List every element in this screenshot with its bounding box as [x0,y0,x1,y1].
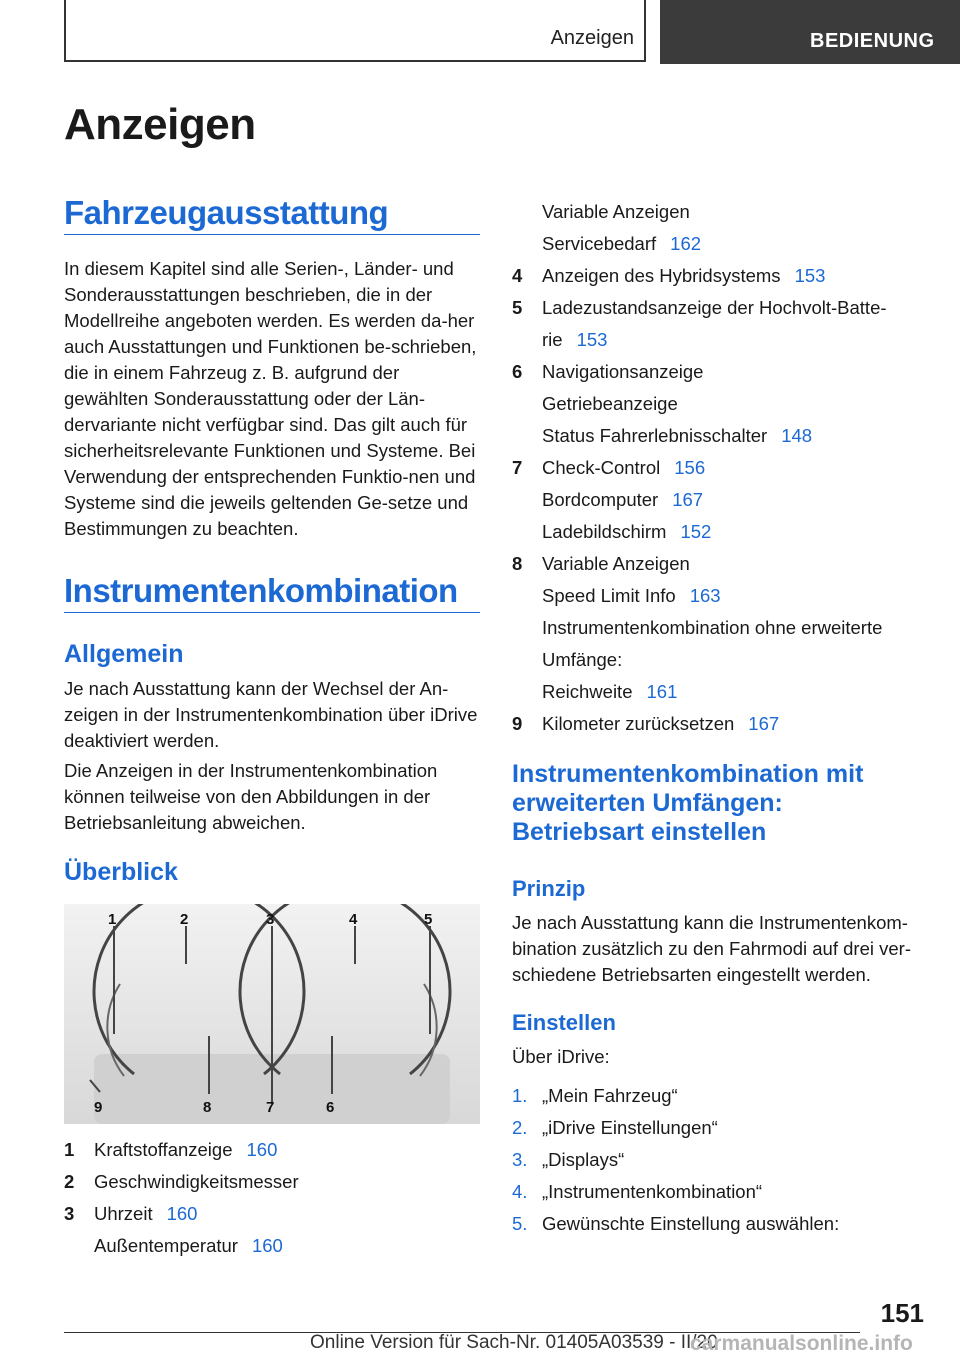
page-ref-link[interactable]: 163 [689,585,721,606]
figure-label-2: 2 [180,911,189,928]
page-ref-link[interactable]: 156 [674,457,706,478]
legend-left: 1 Kraftstoffanzeige 160 2 Geschwindigkeitsmesser 3 Uhrzeit 160 Außentemperatur 160 [64,1139,299,1256]
watermark-text: carmanualsonline.info [690,1332,913,1355]
figure-label-9: 9 [94,1099,103,1116]
page-ref-link[interactable]: 153 [576,329,608,350]
page-ref-link[interactable]: 162 [670,233,702,254]
einstellen-intro: Über iDrive: [512,1046,610,1067]
heading-fahrzeugausstattung: Fahrzeugausstattung [64,194,389,231]
heading-prinzip: Prinzip [512,876,586,901]
figure-label-7: 7 [266,1099,275,1116]
allgemein-paragraph-1: Je nach Ausstattung kann der Wechsel der An-zeigen in der Instrumentenkombination über iDrive deaktiviert werden. [64,678,478,751]
heading-allgemein: Allgemein [64,640,184,668]
heading-rule [64,234,480,235]
heading-rule [64,612,480,613]
fahrzeug-paragraph: In diesem Kapitel sind alle Serien-, Länder- und Sonderausstattungen beschrieben, die in der Modellreihe angeboten werden. Es werden da-her auch Ausstattungen und Funktionen be-schrieben, die in einem Fahrzeug z. B. aufgrund der gewählten Sonderausstattung oder der Län-dervariante nicht verfügbar sind. Das gilt auch für sicherheitsrelevante Funktionen und Systeme. Bei Verwendung der entsprechenden Funktio-nen und Systeme sind die jeweils geltenden Ge-setze und Bestimmungen zu beachten. [64,258,477,539]
figure-label-5: 5 [424,911,433,928]
header-section-label: Anzeigen [550,27,634,49]
page-ref-link[interactable]: 153 [794,265,826,286]
legend-right: Variable Anzeigen Servicebedarf 162 4 Anzeigen des Hybridsystems 153 5 Ladezustandsanzeige der Hochvolt-Batte- rie 153 6 Navigationsanzeige Getriebeanzeige Status Fahrerlebnisschalter 148 7 Check-Control 156 Bordcomputer 167 Ladebildschirm 152 8 Variable Anzeigen Speed Limit Info 163 Instrumentenkombination ohne erweiterte Umfänge: Reichweite 161 9 Kilometer zurücksetzen 167 [512,201,887,734]
page-ref-link[interactable]: 167 [748,713,780,734]
header-chapter-label: BEDIENUNG [810,30,935,52]
prinzip-paragraph: Je nach Ausstattung kann die Instrumentenkom-bination zusätzlich zu den Fahrmodi auf drei ver-schiedene Betriebsarten eingestellt werden. [512,912,911,985]
heading-instrumentenkombination: Instrumentenkombination [64,572,458,609]
page-ref-link[interactable]: 161 [646,681,678,702]
figure-label-8: 8 [203,1099,212,1116]
einstellen-steps: 1. „Mein Fahrzeug“ 2. „iDrive Einstellungen“ 3. „Displays“ 4. „Instrumentenkombination“ 5. Gewünschte Einstellung auswählen: [512,1085,840,1234]
page-ref-link[interactable]: 152 [680,521,712,542]
page-number: 151 [880,1298,924,1328]
page-ref-link[interactable]: 167 [672,489,704,510]
instrument-cluster-figure [64,904,480,1124]
figure-label-3: 3 [266,911,275,928]
page-ref-link[interactable]: 160 [246,1139,278,1160]
page-ref-link[interactable]: 160 [166,1203,198,1224]
figure-label-4: 4 [349,911,358,928]
figure-label-6: 6 [326,1099,335,1116]
heading-einstellen: Einstellen [512,1010,616,1035]
page-title: Anzeigen [64,100,256,149]
instrument-cluster-illustration [64,904,480,1124]
page-ref-link[interactable]: 160 [251,1235,283,1256]
heading-ueberblick: Überblick [64,858,178,886]
page-ref-link[interactable]: 148 [781,425,813,446]
heading-erweitert: Instrumentenkombination mit erweiterten Umfängen: Betriebsart einstellen [512,760,864,846]
header-chapter-tab [660,0,960,64]
figure-label-1: 1 [108,911,117,928]
footer-version-text: Online Version für Sach-Nr. 01405A03539 - II/20 [310,1332,718,1353]
header-section-tab [64,0,646,62]
allgemein-paragraph-2: Die Anzeigen in der Instrumentenkombination können teilweise von den Abbildungen in der Betriebsanleitung abweichen. [64,760,438,833]
